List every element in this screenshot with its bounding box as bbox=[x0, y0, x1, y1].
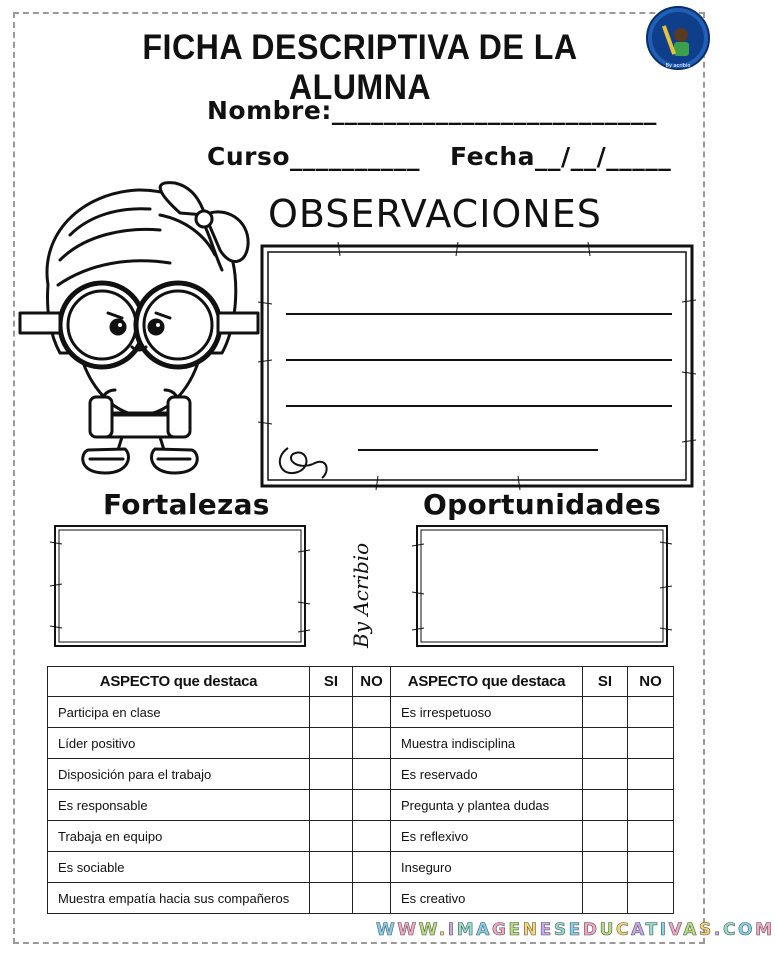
footer-url-letter: A bbox=[683, 920, 700, 940]
si-cell[interactable] bbox=[310, 852, 353, 883]
footer-url-letter: I bbox=[447, 920, 457, 940]
observaciones-title: OBSERVACIONES bbox=[268, 192, 602, 236]
footer-url-letter: S bbox=[699, 920, 714, 940]
aspect-right: Muestra indisciplina bbox=[391, 728, 583, 759]
aspect-left: Líder positivo bbox=[48, 728, 310, 759]
footer-url-letter: E bbox=[539, 920, 554, 940]
footer-url-letter: T bbox=[645, 920, 660, 940]
footer-website-url bbox=[376, 920, 775, 940]
observaciones-box[interactable] bbox=[258, 242, 696, 490]
footer-url-letter: A bbox=[476, 920, 492, 940]
si-cell[interactable] bbox=[583, 759, 628, 790]
no-cell[interactable] bbox=[628, 728, 674, 759]
table-row bbox=[48, 883, 674, 914]
footer-url-letter: S bbox=[553, 920, 569, 940]
footer-url-letter: . bbox=[713, 920, 723, 940]
aspect-left: Muestra empatía hacia sus compañeros bbox=[48, 883, 310, 914]
si-cell[interactable] bbox=[310, 821, 353, 852]
footer-url-letter: C bbox=[616, 920, 632, 940]
aspect-left: Participa en clase bbox=[48, 697, 310, 728]
table-header-row bbox=[48, 667, 674, 697]
header-aspect-right: ASPECTO que destaca bbox=[391, 667, 583, 697]
curso-field[interactable]: Curso__________ bbox=[207, 142, 421, 171]
header-si-right: SI bbox=[583, 667, 628, 697]
si-cell[interactable] bbox=[310, 759, 353, 790]
no-cell[interactable] bbox=[628, 697, 674, 728]
page-title: FICHA DESCRIPTIVA DE LA ALUMNA bbox=[142, 28, 578, 107]
no-cell[interactable] bbox=[353, 759, 391, 790]
no-cell[interactable] bbox=[628, 821, 674, 852]
no-cell[interactable] bbox=[353, 728, 391, 759]
footer-url-letter: E bbox=[508, 920, 523, 940]
aspect-right: Es irrespetuoso bbox=[391, 697, 583, 728]
si-cell[interactable] bbox=[583, 790, 628, 821]
si-cell[interactable] bbox=[583, 883, 628, 914]
footer-url-letter: E bbox=[568, 920, 583, 940]
si-cell[interactable] bbox=[310, 697, 353, 728]
no-cell[interactable] bbox=[628, 759, 674, 790]
si-cell[interactable] bbox=[310, 728, 353, 759]
no-cell[interactable] bbox=[353, 697, 391, 728]
footer-url-letter: C bbox=[722, 920, 739, 940]
aspect-left: Disposición para el trabajo bbox=[48, 759, 310, 790]
table-row bbox=[48, 852, 674, 883]
table-row bbox=[48, 790, 674, 821]
aspect-right: Es reservado bbox=[391, 759, 583, 790]
table-row bbox=[48, 821, 674, 852]
footer-url-letter: W bbox=[397, 920, 419, 940]
footer-url-letter: W bbox=[418, 920, 439, 940]
footer-url-letter: A bbox=[631, 920, 646, 940]
aspect-left: Es responsable bbox=[48, 790, 310, 821]
aspect-left: Es sociable bbox=[48, 852, 310, 883]
footer-url-letter: V bbox=[668, 920, 684, 940]
table-row bbox=[48, 759, 674, 790]
header-no-left: NO bbox=[353, 667, 391, 697]
footer-url-letter: I bbox=[659, 920, 669, 940]
no-cell[interactable] bbox=[628, 883, 674, 914]
signature bbox=[338, 530, 378, 650]
header-no-right: NO bbox=[628, 667, 674, 697]
footer-url-letter: M bbox=[456, 920, 477, 940]
footer-url-letter: U bbox=[599, 920, 616, 940]
oportunidades-title: Oportunidades bbox=[423, 488, 662, 521]
footer-url-letter: O bbox=[738, 920, 756, 940]
aspect-left: Trabaja en equipo bbox=[48, 821, 310, 852]
table-row bbox=[48, 728, 674, 759]
oportunidades-box[interactable] bbox=[412, 522, 672, 650]
aspect-right: Es creativo bbox=[391, 883, 583, 914]
nombre-field[interactable]: Nombre:_________________________ bbox=[207, 96, 657, 125]
fortalezas-box[interactable] bbox=[50, 522, 310, 650]
no-cell[interactable] bbox=[353, 790, 391, 821]
si-cell[interactable] bbox=[583, 852, 628, 883]
footer-url-letter: G bbox=[491, 920, 509, 940]
si-cell[interactable] bbox=[310, 883, 353, 914]
no-cell[interactable] bbox=[628, 790, 674, 821]
no-cell[interactable] bbox=[353, 883, 391, 914]
footer-url-letter: M bbox=[755, 920, 775, 940]
header-aspect-left: ASPECTO que destaca bbox=[48, 667, 310, 697]
aspect-right: Es reflexivo bbox=[391, 821, 583, 852]
aspect-right: Pregunta y plantea dudas bbox=[391, 790, 583, 821]
girl-with-glasses-illustration bbox=[10, 175, 272, 480]
footer-url-letter: W bbox=[376, 920, 398, 940]
aspects-table bbox=[47, 666, 674, 914]
no-cell[interactable] bbox=[353, 821, 391, 852]
si-cell[interactable] bbox=[583, 697, 628, 728]
fortalezas-title: Fortalezas bbox=[103, 488, 270, 521]
header-si-left: SI bbox=[310, 667, 353, 697]
si-cell[interactable] bbox=[310, 790, 353, 821]
aspect-right: Inseguro bbox=[391, 852, 583, 883]
si-cell[interactable] bbox=[583, 728, 628, 759]
footer-url-letter: N bbox=[522, 920, 540, 940]
signature-text: By Acribio bbox=[349, 542, 373, 648]
logo-text: By acribio bbox=[665, 63, 691, 69]
table-row bbox=[48, 697, 674, 728]
fecha-field[interactable]: Fecha__/__/_____ bbox=[450, 142, 672, 171]
no-cell[interactable] bbox=[353, 852, 391, 883]
no-cell[interactable] bbox=[628, 852, 674, 883]
footer-url-letter: . bbox=[438, 920, 448, 940]
logo-badge-icon bbox=[645, 5, 711, 71]
si-cell[interactable] bbox=[583, 821, 628, 852]
footer-url-letter: D bbox=[582, 920, 600, 940]
